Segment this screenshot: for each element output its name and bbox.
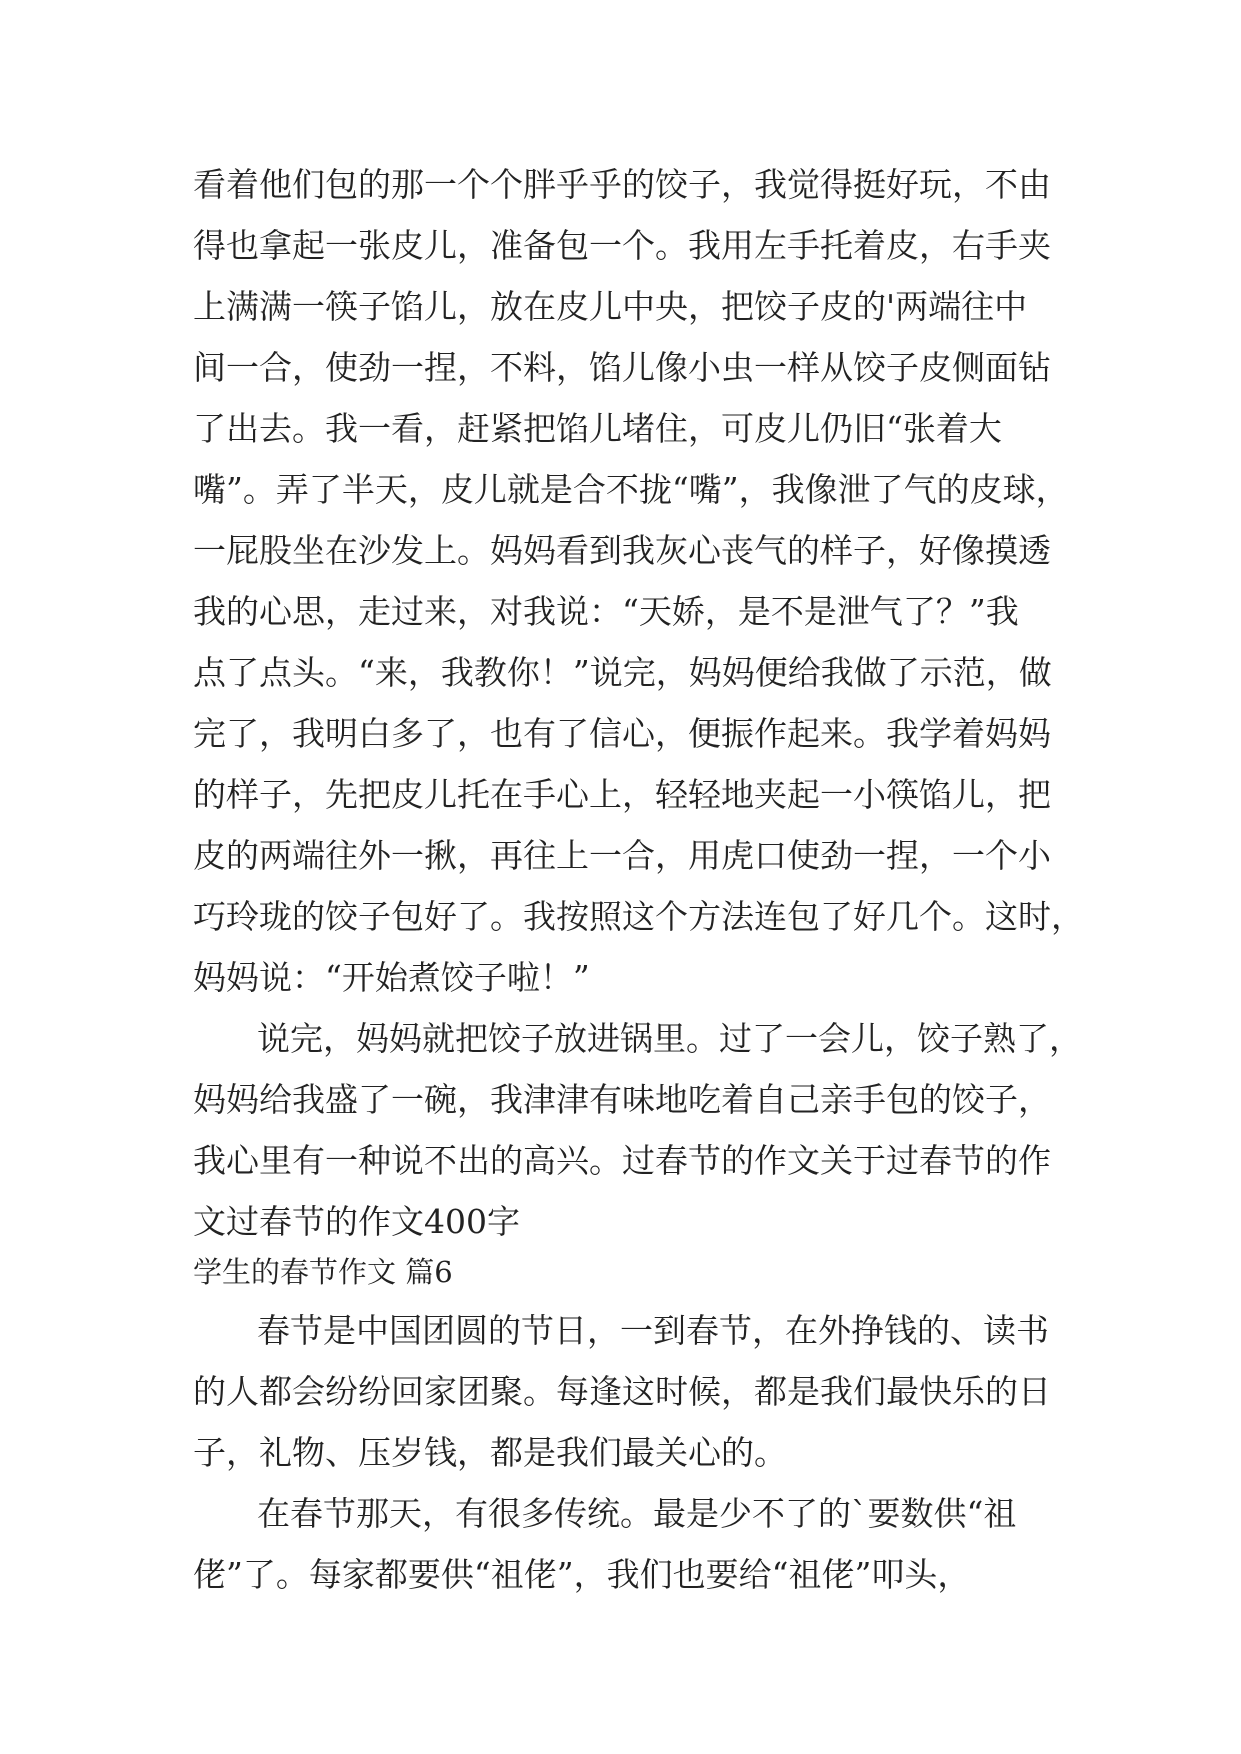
text-line: 皮的两端往外一揪，再往上一合，用虎口使劲一捏，一个小 [193,836,1051,875]
text-line: 的样子，先把皮儿托在手心上，轻轻地夹起一小筷馅儿，把 [193,775,1051,814]
text-line: 我心里有一种说不出的高兴。过春节的作文关于过春节的作 [193,1141,1051,1180]
text-line: 巧玲珑的饺子包好了。我按照这个方法连包了好几个。这时， [193,897,1084,936]
text-line: 间一合，使劲一捏，不料，馅儿像小虫一样从饺子皮侧面钻 [193,348,1051,387]
paragraph-first-line: 在春节那天，有很多传统。最是少不了的`要数供“祖 [257,1494,1017,1533]
text-line: 佬”了。每家都要供“祖佬”，我们也要给“祖佬”叩头， [193,1555,971,1594]
text-line: 一屁股坐在沙发上。妈妈看到我灰心丧气的样子，好像摸透 [193,531,1051,570]
text-line: 妈妈给我盛了一碗，我津津有味地吃着自己亲手包的饺子， [193,1080,1051,1119]
text-line: 了出去。我一看，赶紧把馅儿堵住，可皮儿仍旧“张着大 [193,409,1002,448]
text-line: 上满满一筷子馅儿，放在皮儿中央，把饺子皮的'两端往中 [193,287,1028,326]
text-line: 的人都会纷纷回家团聚。每逢这时候，都是我们最快乐的日 [193,1372,1051,1411]
text-line: 得也拿起一张皮儿，准备包一个。我用左手托着皮，右手夹 [193,226,1051,265]
text-line: 我的心思，走过来，对我说：“天娇，是不是泄气了？”我 [193,592,1019,631]
text-line: 妈妈说：“开始煮饺子啦！” [193,958,590,997]
paragraph-first-line: 说完，妈妈就把饺子放进锅里。过了一会儿，饺子熟了， [257,1019,1082,1058]
text-line: 完了，我明白多了，也有了信心，便振作起来。我学着妈妈 [193,714,1051,753]
text-line: 嘴”。弄了半天，皮儿就是合不拢“嘴”，我像泄了气的皮球， [193,470,1069,509]
text-line: 文过春节的作文400字 [193,1202,520,1241]
text-line: 子，礼物、压岁钱，都是我们最关心的。 [193,1433,787,1472]
text-line: 点了点头。“来，我教你！”说完，妈妈便给我做了示范，做 [193,653,1052,692]
text-line: 看着他们包的那一个个胖乎乎的饺子，我觉得挺好玩，不由 [193,165,1051,204]
section-heading: 学生的春节作文 篇6 [193,1255,453,1289]
paragraph-first-line: 春节是中国团圆的节日，一到春节，在外挣钱的、读书 [257,1311,1049,1350]
